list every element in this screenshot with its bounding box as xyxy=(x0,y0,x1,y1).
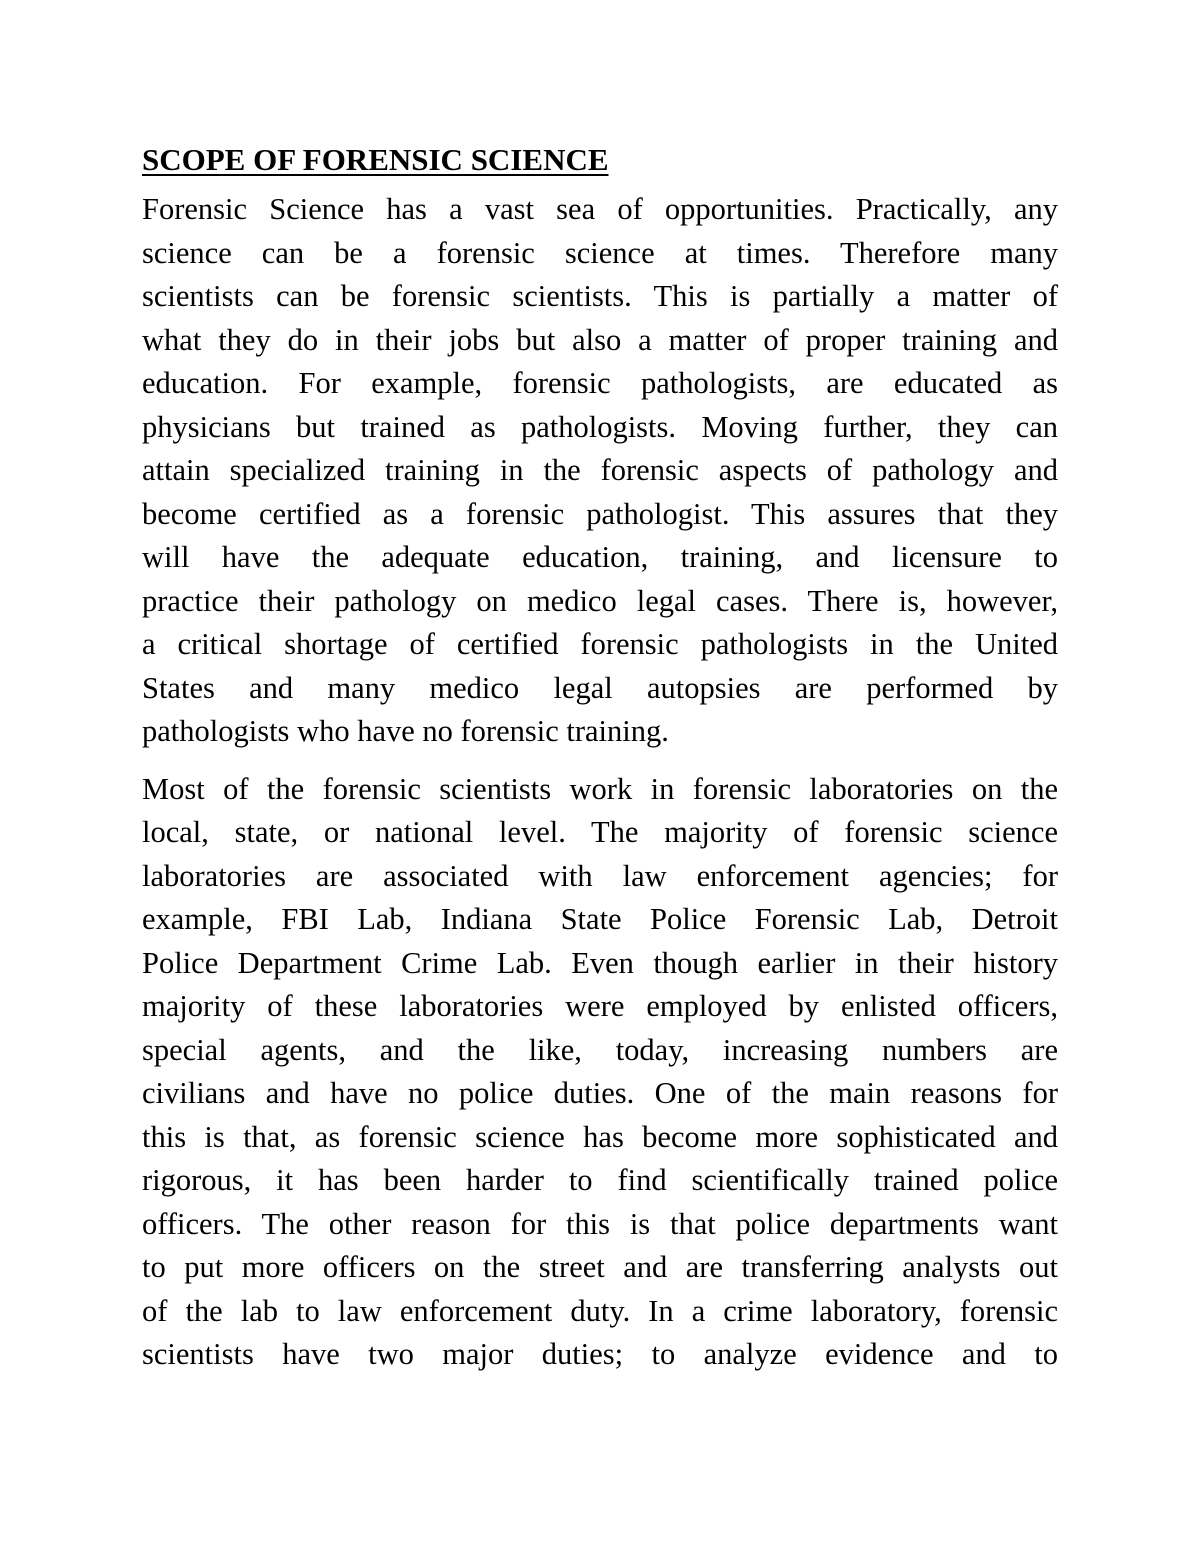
text-line: pathologists who have no forensic training. xyxy=(142,714,669,748)
text-line: this is that, as forensic science has become more sophisticated and xyxy=(142,1119,1058,1154)
text-line: Police Department Crime Lab. Even though earlier in their history xyxy=(142,945,1058,980)
text-line: will have the adequate education, training, and licensure to xyxy=(142,540,1058,574)
text-line: majority of these laboratories were employed by enlisted officers, xyxy=(142,989,1058,1023)
text-line: education. For example, forensic pathologists, are educated as xyxy=(142,366,1058,400)
text-line: Most of the forensic scientists work in forensic laboratories on the xyxy=(142,771,1058,806)
text-line: a critical shortage of certified forensic pathologists in the United xyxy=(142,627,1058,661)
text-line: physicians but trained as pathologists. Moving further, they can xyxy=(142,409,1058,444)
text-line: become certified as a forensic pathologist. This assures that they xyxy=(142,496,1058,531)
text-line: laboratories are associated with law enforcement agencies; for xyxy=(142,858,1058,893)
paragraph-2 xyxy=(142,768,1058,1377)
text-line: civilians and have no police duties. One of the main reasons for xyxy=(142,1076,1058,1110)
text-line: example, FBI Lab, Indiana State Police Forensic Lab, Detroit xyxy=(142,902,1058,936)
text-line: practice their pathology on medico legal cases. There is, however, xyxy=(142,583,1058,618)
text-line: attain specialized training in the forensic aspects of pathology and xyxy=(142,453,1058,487)
text-line: officers. The other reason for this is that police departments want xyxy=(142,1206,1058,1241)
paragraph-1 xyxy=(142,188,1058,754)
document-body xyxy=(142,138,1058,1391)
text-line: rigorous, it has been harder to find scientifically trained police xyxy=(142,1163,1058,1197)
text-line: science can be a forensic science at times. Therefore many xyxy=(142,235,1058,270)
text-line: local, state, or national level. The majority of forensic science xyxy=(142,815,1058,849)
text-line: to put more officers on the street and are transferring analysts out xyxy=(142,1250,1058,1284)
text-line: States and many medico legal autopsies are performed by xyxy=(142,670,1058,705)
text-line: special agents, and the like, today, increasing numbers are xyxy=(142,1032,1058,1067)
text-line: what they do in their jobs but also a matter of proper training and xyxy=(142,322,1058,357)
text-line: of the lab to law enforcement duty. In a crime laboratory, forensic xyxy=(142,1293,1058,1328)
text-line: scientists can be forensic scientists. This is partially a matter of xyxy=(142,279,1058,313)
text-line: Forensic Science has a vast sea of opportunities. Practically, any xyxy=(142,192,1058,226)
text-line: scientists have two major duties; to analyze evidence and to xyxy=(142,1337,1058,1371)
page-title: SCOPE OF FORENSIC SCIENCE xyxy=(142,142,609,177)
